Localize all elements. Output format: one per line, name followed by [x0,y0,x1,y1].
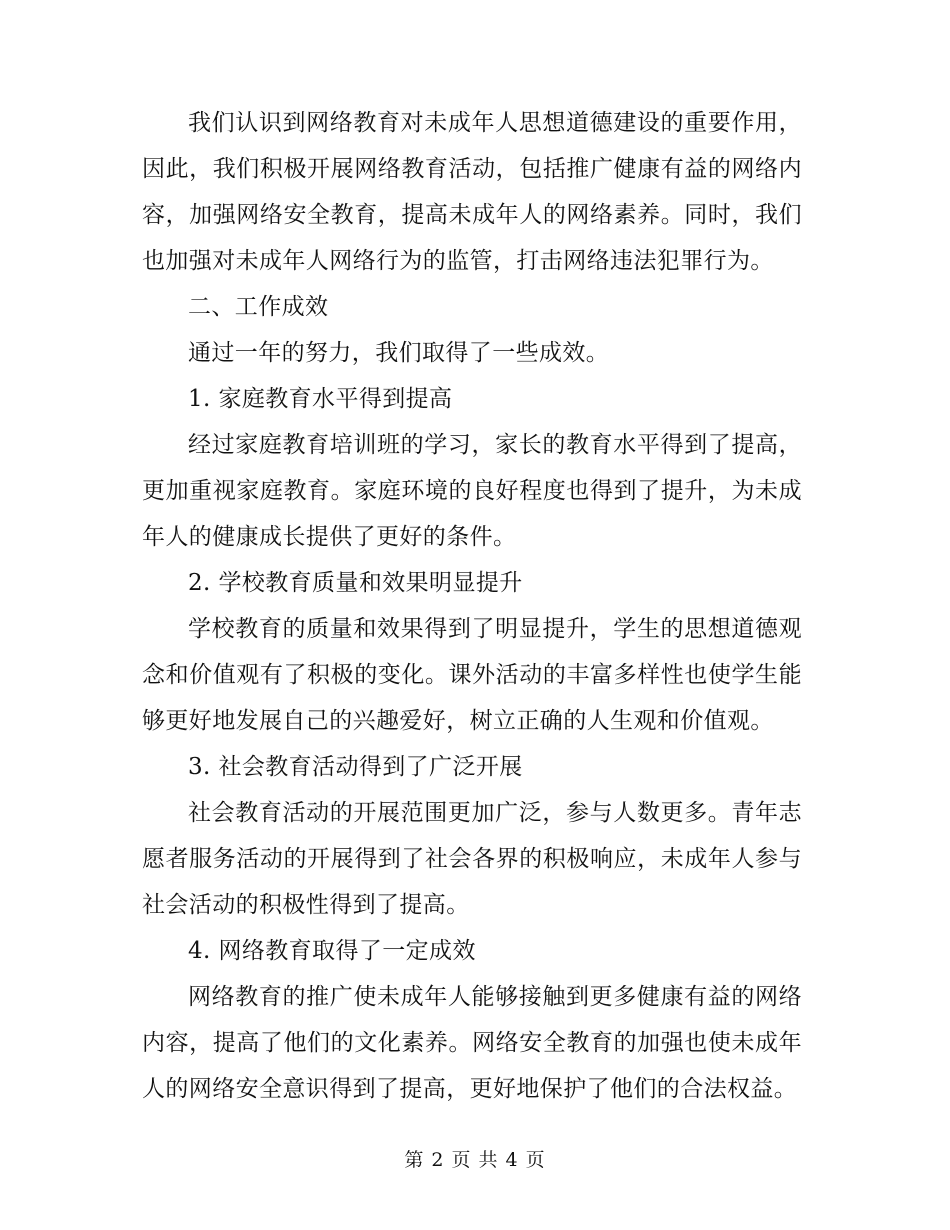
subheading-social-education: 3. 社会教育活动得到了广泛开展 [188,754,523,780]
subheading-network-education: 4. 网络教育取得了一定成效 [188,938,476,964]
paragraph-network-education: 我们认识到网络教育对未成年人思想道德建设的重要作用，因此，我们积极开展网络教育活动，包括推广健康有益的网络内容，加强网络安全教育，提高未成年人的网络素养。同时，我们也加强对未成年人网络行为的监管，打击网络违法犯罪行为。 [142,110,802,274]
subheading-school-education: 2. 学校教育质量和效果明显提升 [188,570,523,596]
paragraph-social-education: 社会教育活动的开展范围更加广泛，参与人数更多。青年志愿者服务活动的开展得到了社会各界的积极响应，未成年人参与社会活动的积极性得到了提高。 [142,800,802,918]
paragraph-family-education: 经过家庭教育培训班的学习，家长的教育水平得到了提高，更加重视家庭教育。家庭环境的良好程度也得到了提升，为未成年人的健康成长提供了更好的条件。 [142,432,802,550]
document-body [142,100,802,1112]
paragraph-network-results: 网络教育的推广使未成年人能够接触到更多健康有益的网络内容，提高了他们的文化素养。网络安全教育的加强也使未成年人的网络安全意识得到了提高，更好地保护了他们的合法权益。 [142,984,802,1102]
section-heading-work-results: 二、工作成效 [188,294,329,320]
paragraph-school-education: 学校教育的质量和效果得到了明显提升，学生的思想道德观念和价值观有了积极的变化。课外活动的丰富多样性也使学生能够更好地发展自己的兴趣爱好，树立正确的人生观和价值观。 [142,616,802,734]
page-footer: 第 2 页 共 4 页 [404,1149,546,1171]
subheading-family-education: 1. 家庭教育水平得到提高 [188,386,453,412]
paragraph-intro-results: 通过一年的努力，我们取得了一些成效。 [188,340,610,366]
